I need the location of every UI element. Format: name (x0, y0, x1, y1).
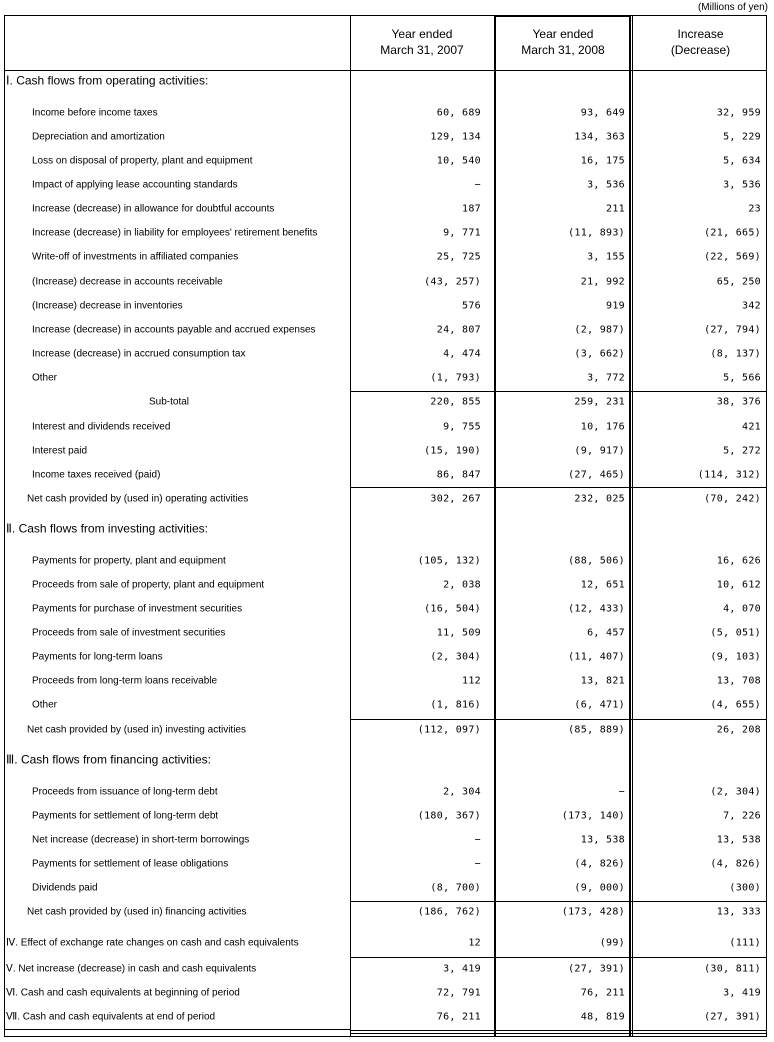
row-label: Income before income taxes (32, 107, 158, 119)
value-fy2008: 919 (606, 300, 625, 312)
table-row (4, 221, 767, 245)
value-change: 5, 634 (723, 155, 761, 167)
value-fy2007: 86, 847 (436, 469, 481, 481)
value-fy2008: (173, 140) (561, 810, 625, 822)
value-fy2007: 576 (462, 300, 481, 312)
value-fy2007: 9, 771 (443, 227, 481, 239)
value-fy2008: (9, 917) (574, 445, 625, 457)
subtotal-rule (350, 719, 767, 720)
value-fy2007: 187 (462, 203, 481, 215)
table-row (4, 439, 767, 463)
value-change: 65, 250 (716, 276, 761, 288)
table-row (4, 597, 767, 621)
value-change: 13, 708 (716, 675, 761, 687)
value-fy2008: (12, 433) (568, 603, 625, 615)
row-label: Ⅶ. Cash and cash equivalents at end of period (6, 1011, 216, 1023)
subtotal-rule (350, 901, 767, 902)
table-row (4, 780, 767, 804)
row-label: Net cash provided by (used in) investing activities (27, 724, 246, 736)
value-change: (27, 391) (704, 1011, 761, 1023)
row-label: Proceeds from issuance of long-term debt (32, 786, 218, 798)
row-label: Payments for settlement of lease obligations (32, 858, 229, 870)
table-row (4, 318, 767, 342)
row-label: Ⅱ. Cash flows from investing activities: (6, 521, 208, 536)
table-row (4, 270, 767, 294)
value-fy2007: (15, 190) (424, 445, 481, 457)
value-fy2007: 11, 509 (436, 627, 481, 639)
value-fy2008: (3, 662) (574, 348, 625, 360)
table-row (4, 342, 767, 366)
row-label: Other (32, 372, 58, 384)
total-row (4, 900, 767, 924)
value-fy2007: 10, 540 (436, 155, 481, 167)
section-heading (4, 749, 767, 771)
value-fy2007: 112 (462, 675, 481, 687)
value-change: (4, 826) (710, 858, 761, 870)
row-label: Ⅴ. Net increase (decrease) in cash and cash equivalents (6, 963, 257, 975)
value-change: (300) (729, 882, 761, 894)
value-change: 16, 626 (716, 555, 761, 567)
table-row (4, 245, 767, 269)
value-fy2007: 24, 807 (436, 324, 481, 336)
value-fy2008: (9, 000) (574, 882, 625, 894)
value-fy2008: 232, 025 (574, 493, 625, 505)
section-heading (4, 518, 767, 540)
row-label: Increase (decrease) in accounts payable and accrued expenses (32, 324, 316, 336)
value-fy2008: (11, 407) (568, 651, 625, 663)
value-change: (5, 051) (710, 627, 761, 639)
value-change: (8, 137) (710, 348, 761, 360)
table-row (4, 645, 767, 669)
roman-row (4, 931, 767, 955)
value-fy2008: 3, 536 (587, 179, 625, 191)
value-fy2008: (27, 391) (568, 963, 625, 975)
value-change: 13, 333 (716, 906, 761, 918)
value-fy2007: 129, 134 (430, 131, 481, 143)
value-fy2007: 4, 474 (443, 348, 481, 360)
value-fy2008: (99) (599, 937, 625, 949)
roman-row (4, 957, 767, 981)
value-fy2008: (88, 506) (568, 555, 625, 567)
row-label: Depreciation and amortization (32, 131, 165, 143)
value-fy2007: (112, 097) (417, 724, 481, 736)
value-change: 5, 229 (723, 131, 761, 143)
row-label: Increase (decrease) in allowance for doubtful accounts (32, 203, 275, 215)
value-change: 3, 419 (723, 987, 761, 999)
row-label: (Increase) decrease in inventories (32, 300, 183, 312)
value-fy2007: − (474, 834, 481, 846)
row-label: Ⅲ. Cash flows from financing activities: (6, 752, 212, 767)
value-change: 4, 070 (723, 603, 761, 615)
value-fy2007: 9, 755 (443, 421, 481, 433)
row-label: Proceeds from sale of property, plant and equipment (32, 579, 265, 591)
value-fy2008: (173, 428) (561, 906, 625, 918)
value-change: 32, 959 (716, 107, 761, 119)
value-fy2007: (1, 793) (430, 372, 481, 384)
value-change: 13, 538 (716, 834, 761, 846)
value-fy2007: 220, 855 (430, 396, 481, 408)
row-label: Dividends paid (32, 882, 98, 894)
grand-total-rule (350, 1030, 767, 1034)
value-fy2008: (4, 826) (574, 858, 625, 870)
row-label: Impact of applying lease accounting standards (32, 179, 238, 191)
table-row (4, 366, 767, 390)
table-row (4, 197, 767, 221)
subtotal-row (4, 390, 767, 414)
value-change: (70, 242) (704, 493, 761, 505)
value-fy2007: 2, 304 (443, 786, 481, 798)
table-row (4, 804, 767, 828)
row-label: Interest and dividends received (32, 421, 171, 433)
table-row (4, 669, 767, 693)
value-change: (30, 811) (704, 963, 761, 975)
bottom-rule (4, 1029, 350, 1030)
row-label: Income taxes received (paid) (32, 469, 161, 481)
subtotal-rule (350, 487, 767, 488)
value-change: 5, 272 (723, 445, 761, 457)
value-fy2007: (186, 762) (417, 906, 481, 918)
value-fy2008: (27, 465) (568, 469, 625, 481)
value-fy2008: 12, 651 (580, 579, 625, 591)
value-fy2007: (8, 700) (430, 882, 481, 894)
row-label: Other (32, 699, 58, 711)
value-fy2008: 259, 231 (574, 396, 625, 408)
value-fy2007: 12 (468, 937, 481, 949)
value-change: 5, 566 (723, 372, 761, 384)
value-fy2007: − (474, 858, 481, 870)
row-label: Write-off of investments in affiliated companies (32, 251, 239, 263)
header-change: Increase (Decrease) (670, 27, 731, 57)
roman-row (4, 1005, 767, 1029)
value-fy2007: (16, 504) (424, 603, 481, 615)
value-change: (2, 304) (710, 786, 761, 798)
value-fy2007: 60, 689 (436, 107, 481, 119)
value-change: 421 (742, 421, 761, 433)
row-label: Net cash provided by (used in) operating activities (27, 493, 249, 505)
value-fy2008: 211 (606, 203, 625, 215)
table-row (4, 149, 767, 173)
row-label: Loss on disposal of property, plant and equipment (32, 155, 253, 167)
value-fy2007: 302, 267 (430, 493, 481, 505)
header-fy2008: Year ended March 31, 2008 (521, 27, 605, 57)
value-fy2007: − (474, 179, 481, 191)
row-label: Payments for property, plant and equipment (32, 555, 226, 567)
value-fy2007: 76, 211 (436, 1011, 481, 1023)
section-heading (4, 70, 767, 92)
table-row (4, 415, 767, 439)
value-fy2008: 3, 772 (587, 372, 625, 384)
value-change: 342 (742, 300, 761, 312)
table-row (4, 101, 767, 125)
table-row (4, 828, 767, 852)
value-change: (114, 312) (697, 469, 761, 481)
value-change: (21, 665) (704, 227, 761, 239)
table-row (4, 125, 767, 149)
value-fy2008: 48, 819 (580, 1011, 625, 1023)
value-change: 10, 612 (716, 579, 761, 591)
row-label: Payments for long-term loans (32, 651, 163, 663)
table-row (4, 693, 767, 717)
value-fy2008: − (618, 786, 625, 798)
value-fy2008: 21, 992 (580, 276, 625, 288)
value-change: (9, 103) (710, 651, 761, 663)
value-fy2008: 76, 211 (580, 987, 625, 999)
table-row (4, 573, 767, 597)
row-label: Payments for settlement of long-term debt (32, 810, 219, 822)
subtotal-rule (350, 957, 767, 958)
value-fy2008: (85, 889) (568, 724, 625, 736)
value-fy2008: 16, 175 (580, 155, 625, 167)
value-change: 7, 226 (723, 810, 761, 822)
value-change: (22, 569) (704, 251, 761, 263)
table-row (4, 876, 767, 900)
value-fy2008: 134, 363 (574, 131, 625, 143)
total-row (4, 487, 767, 511)
value-change: 38, 376 (716, 396, 761, 408)
value-fy2007: (2, 304) (430, 651, 481, 663)
subtotal-rule (350, 391, 767, 392)
value-change: 3, 536 (723, 179, 761, 191)
row-label: Net increase (decrease) in short-term borrowings (32, 834, 250, 846)
value-fy2008: 6, 457 (587, 627, 625, 639)
row-label: Payments for purchase of investment securities (32, 603, 243, 615)
value-change: 26, 208 (716, 724, 761, 736)
value-fy2007: (105, 132) (417, 555, 481, 567)
value-change: (4, 655) (710, 699, 761, 711)
table-row (4, 852, 767, 876)
header-fy2007: Year ended March 31, 2007 (380, 27, 464, 57)
table-row (4, 294, 767, 318)
total-row (4, 718, 767, 742)
unit-note: (Millions of yen) (697, 2, 768, 13)
row-label: Sub-total (149, 396, 190, 408)
value-fy2007: 72, 791 (436, 987, 481, 999)
row-label: Proceeds from sale of investment securities (32, 627, 226, 639)
value-fy2008: 93, 649 (580, 107, 625, 119)
table-row (4, 549, 767, 573)
value-fy2007: (43, 257) (424, 276, 481, 288)
row-label: Proceeds from long-term loans receivable (32, 675, 218, 687)
value-fy2007: 25, 725 (436, 251, 481, 263)
row-label: Ⅳ. Effect of exchange rate changes on cash and cash equivalents (6, 937, 299, 949)
value-fy2008: 10, 176 (580, 421, 625, 433)
value-fy2007: (1, 816) (430, 699, 481, 711)
row-label: Ⅵ. Cash and cash equivalents at beginning of period (6, 987, 240, 999)
value-change: (111) (729, 937, 761, 949)
roman-row (4, 981, 767, 1005)
table-row (4, 463, 767, 487)
value-fy2008: 13, 821 (580, 675, 625, 687)
value-fy2008: 3, 155 (587, 251, 625, 263)
value-change: (27, 794) (704, 324, 761, 336)
value-change: 23 (748, 203, 761, 215)
row-label: Increase (decrease) in accrued consumption tax (32, 348, 246, 360)
value-fy2008: (2, 987) (574, 324, 625, 336)
row-label: Interest paid (32, 445, 88, 457)
row-label: Increase (decrease) in liability for employees' retirement benefits (32, 227, 318, 239)
value-fy2008: 13, 538 (580, 834, 625, 846)
value-fy2008: (11, 893) (568, 227, 625, 239)
value-fy2007: (180, 367) (417, 810, 481, 822)
value-fy2007: 2, 038 (443, 579, 481, 591)
row-label: Ⅰ. Cash flows from operating activities: (6, 73, 209, 88)
row-label: Net cash provided by (used in) financing activities (27, 906, 247, 918)
row-label: (Increase) decrease in accounts receivable (32, 276, 223, 288)
value-fy2008: (6, 471) (574, 699, 625, 711)
value-fy2007: 3, 419 (443, 963, 481, 975)
table-row (4, 621, 767, 645)
table-row (4, 173, 767, 197)
